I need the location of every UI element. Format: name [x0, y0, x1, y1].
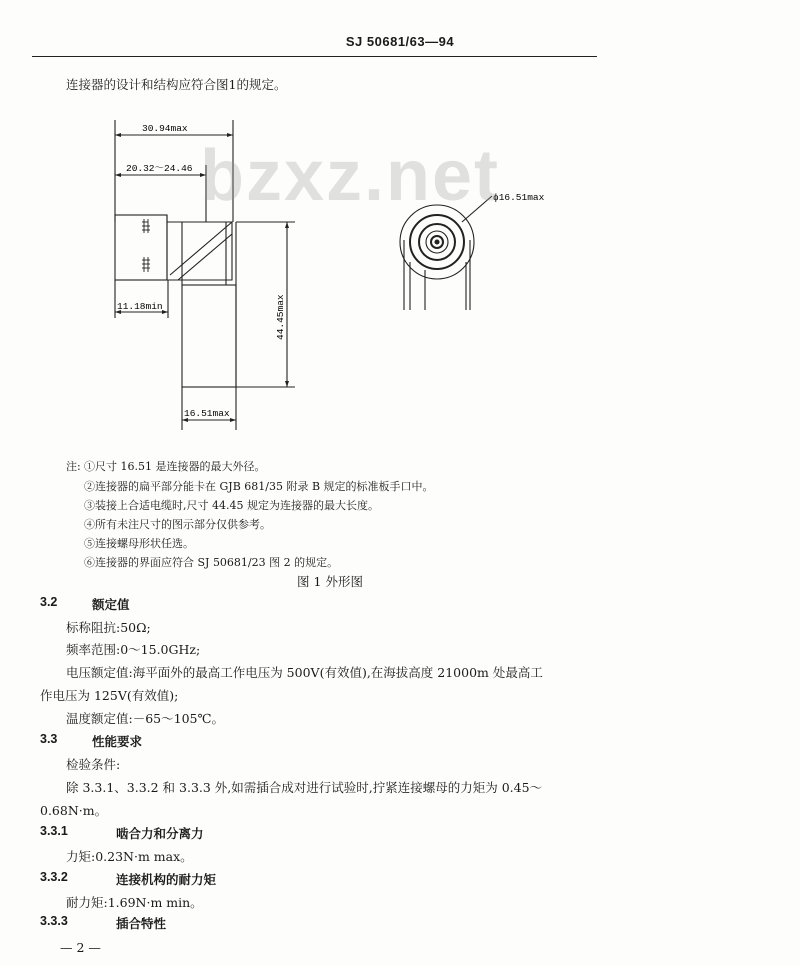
note-item: ③装接上合适电缆时,尺寸 44.45 规定为连接器的最大长度。	[84, 499, 379, 512]
note-item: ④所有未注尺寸的图示部分仅供参考。	[84, 518, 271, 531]
body-line: 电压额定值:海平面外的最高工作电压为 500V(有效值),在海拔高度 21000m 处最高工	[66, 665, 543, 680]
section-title: 啮合力和分离力	[116, 826, 204, 841]
knurl-marks	[142, 219, 150, 272]
body-line: 作电压为 125V(有效值);	[40, 688, 179, 703]
note-item: ⑥连接器的界面应符合 SJ 50681/23 图 2 的规定。	[84, 556, 339, 569]
section-title: 性能要求	[92, 734, 143, 749]
section-number: 3.3	[40, 732, 58, 746]
notes-label: 注:	[66, 460, 81, 473]
figure-caption: 图 1 外形图	[297, 574, 363, 589]
note-item: ①尺寸 16.51 是连接器的最大外径。	[84, 460, 266, 473]
dim-min: 11.18min	[117, 301, 163, 312]
section-number: 3.3.3	[40, 914, 68, 928]
section-number: 3.3.1	[40, 824, 68, 838]
outline-drawing	[0, 0, 800, 440]
note-item: ⑤连接螺母形状任选。	[84, 537, 194, 550]
watermark: bzxz.net	[200, 136, 501, 216]
section-number: 3.3.2	[40, 870, 68, 884]
coupling-nut	[115, 215, 167, 280]
section-title: 额定值	[92, 597, 130, 612]
intro-text: 连接器的设计和结构应符合图1的规定。	[66, 77, 287, 92]
cable-section	[182, 285, 236, 387]
body-line: 温度额定值:－65～105℃。	[66, 711, 224, 726]
dim-width: 16.51max	[184, 408, 230, 419]
page-number: — 2 —	[60, 940, 101, 955]
standard-code: SJ 50681/63—94	[345, 34, 455, 49]
section-title: 连接机构的耐力矩	[116, 872, 217, 887]
body-line: 耐力矩:1.69N·m min。	[66, 895, 203, 910]
body-line: 标称阻抗:50Ω;	[66, 620, 151, 635]
body-line: 检验条件:	[66, 757, 121, 772]
section-title: 插合特性	[116, 916, 167, 931]
dim-overall-length: 30.94max	[142, 123, 188, 134]
section-number: 3.2	[40, 595, 58, 609]
note-item: ②连接器的扁平部分能卡在 GJB 681/35 附录 B 规定的标准板手口中。	[84, 480, 434, 493]
body-line: 频率范围:0～15.0GHz;	[66, 642, 201, 657]
dim-diameter: ϕ16.51max	[493, 192, 545, 203]
dim-height: 44.45max	[275, 294, 286, 340]
body-line: 除 3.3.1、3.3.2 和 3.3.3 外,如需插合成对进行试验时,拧紧连接螺母的力矩为 0.45～	[66, 780, 543, 795]
body-line: 0.68N·m。	[40, 803, 108, 818]
body-line: 力矩:0.23N·m max。	[66, 849, 193, 864]
dim-range: 20.32～24.46	[126, 163, 193, 174]
